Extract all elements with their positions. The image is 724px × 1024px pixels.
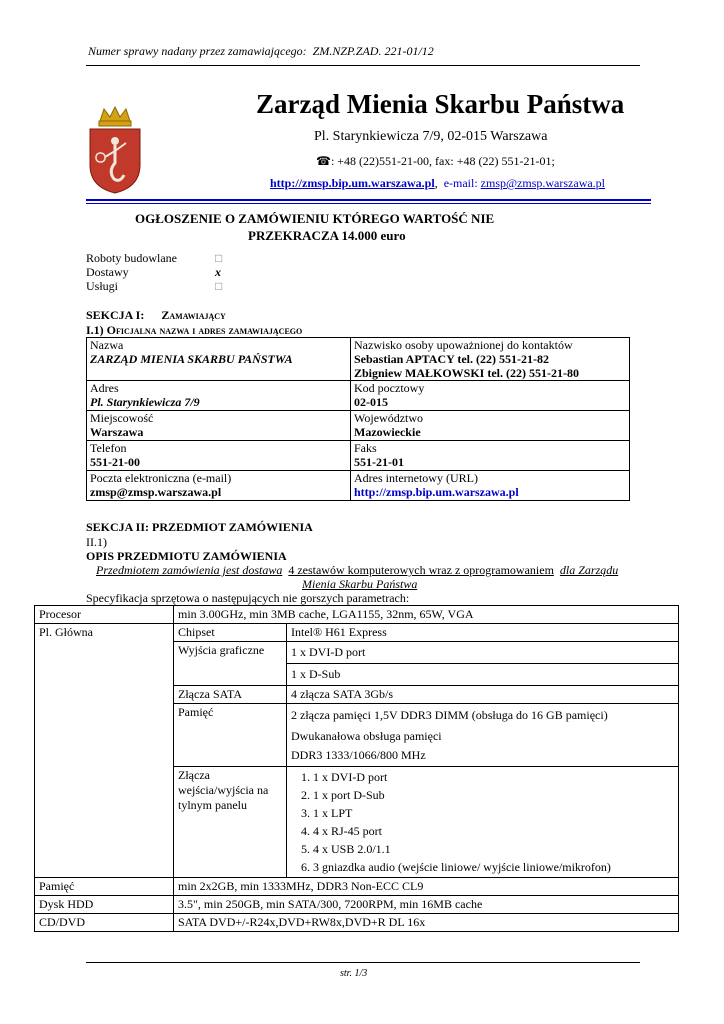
table-cell: Adres internetowy (URL) http://zmsp.bip.um.warszawa.pl [351,471,630,501]
table-row [35,878,679,896]
org-rule-1 [86,199,651,201]
spec-sublabel: Złącza wejścia/wyjścia na tylnym panelu [174,767,287,878]
table-row [35,624,679,642]
checked-mark-icon[interactable]: x [215,265,221,279]
table-cell: Nazwa ZARZĄD MIENIA SKARBU PAŃSTWA [87,338,351,381]
email-link[interactable]: zmsp@zmsp.warszawa.pl [480,176,606,190]
spec-sublabel: Pamięć [174,704,287,767]
table-row [35,896,679,914]
header-rule [86,65,640,66]
page-number: str. 1/3 [340,968,368,979]
spec-label: Pl. Główna [35,624,174,878]
spec-sublabel: Złącza SATA [174,686,287,704]
list-item: 5. 4 x USB 2.0/1.1 [301,842,391,856]
order-description: Przedmiotem zamówienia jest dostawa 4 zestawów komputerowych wraz z oprogramowaniem dla Zarządu [96,563,619,577]
org-contact-links: http://zmsp.bip.um.warszawa.pl, e-mail: zmsp@zmsp.warszawa.pl [270,176,606,190]
spec-value: Intel® H61 Express [287,624,679,642]
table-cell: Telefon 551-21-00 [87,441,351,471]
spec-value: SATA DVD+/-R24x,DVD+RW8x,DVD+R DL 16x [174,914,679,932]
section1-heading: SEKCJA I: Zamawiający [86,308,226,322]
order-description-2: Mienia Skarbu Państwa [302,577,418,591]
order-type-services: Usługi □ [86,279,223,293]
url-link[interactable]: http://zmsp.bip.um.warszawa.pl [354,485,519,499]
io-port-list [287,767,679,878]
notice-title-2: PRZEKRACZA 14.000 euro [248,228,406,243]
table-row [87,381,630,411]
org-address: Pl. Starynkiewicza 7/9, 02-015 Warszawa [314,129,548,144]
table-cell: Nazwisko osoby upoważnionej do kontaktów Sebastian APTACY tel. (22) 551-21-82 Zbigniew MAŁKOWSKI tel. (22) 551-21-80 [351,338,630,381]
section2-heading: SEKCJA II: PRZEDMIOT ZAMÓWIENIA [86,520,313,534]
section2-subtitle: OPIS PRZEDMIOTU ZAMÓWIENIA [86,549,287,563]
checkbox-icon[interactable]: □ [215,279,223,293]
list-item: 1. 1 x DVI-D port [301,770,388,784]
phone-icon: ☎ [316,154,331,168]
table-row [35,606,679,624]
order-type-list [86,251,286,293]
org-rule-2 [86,203,651,204]
spec-label: Procesor [35,606,174,624]
order-type-supply: Dostawy x [86,265,221,279]
website-link[interactable]: http://zmsp.bip.um.warszawa.pl [270,176,435,190]
spec-label: CD/DVD [35,914,174,932]
org-phone: ☎: +48 (22)551-21-00, fax: +48 (22) 551-21-01; [316,154,555,168]
checkbox-icon[interactable]: □ [215,251,223,265]
spec-value: min 3.00GHz, min 3MB cache, LGA1155, 32nm, 65W, VGA [174,606,679,624]
table-cell: Miejscowość Warszawa [87,411,351,441]
spec-value: 4 złącza SATA 3Gb/s [287,686,679,704]
org-name: Zarząd Mienia Skarbu Państwa [256,89,625,119]
spec-value: 1 x DVI-D port 1 x D-Sub [287,642,679,686]
spec-intro: Specyfikacja sprzętowa o następujących nie gorszych parametrach: [86,591,410,605]
spec-table [34,605,679,932]
table-cell: Poczta elektroniczna (e-mail) zmsp@zmsp.warszawa.pl [87,471,351,501]
footer-rule [86,962,640,963]
table-cell: Adres Pl. Starynkiewicza 7/9 [87,381,351,411]
spec-value: min 2x2GB, min 1333MHz, DDR3 Non-ECC CL9 [174,878,679,896]
spec-value: 2 złącza pamięci 1,5V DDR3 DIMM (obsługa do 16 GB pamięci) Dwukanałowa obsługa pamięci DDR3 1333/1066/800 MHz [287,704,679,767]
list-item: 6. 3 gniazdka audio (wejście liniowe/ wyjście liniowe/mikrofon) [301,860,611,874]
spec-sublabel: Chipset [174,624,287,642]
order-type-construction: Roboty budowlane □ [86,251,223,265]
table-row [87,441,630,471]
table-row [87,338,630,381]
table-cell: Województwo Mazowieckie [351,411,630,441]
table-cell: Kod pocztowy 02-015 [351,381,630,411]
section2-subnum: II.1) [86,535,107,549]
case-number-line: Numer sprawy nadany przez zamawiającego: ZM.NZP.ZAD. 221-01/12 [88,44,434,58]
spec-sublabel: Wyjścia graficzne [174,642,287,686]
section1-subheading: I.1) Oficjalna nazwa i adres zamawiającego [86,323,303,337]
spec-label: Dysk HDD [35,896,174,914]
spec-label: Pamięć [35,878,174,896]
table-row [35,914,679,932]
list-item: 4. 4 x RJ-45 port [301,824,382,838]
table-cell: Faks 551-21-01 [351,441,630,471]
spec-value: 3.5", min 250GB, min SATA/300, 7200RPM, min 16MB cache [174,896,679,914]
list-item: 2. 1 x port D-Sub [301,788,385,802]
notice-title-1: OGŁOSZENIE O ZAMÓWIENIU KTÓREGO WARTOŚĆ NIE [135,211,495,226]
contracting-authority-table [86,337,630,501]
list-item: 3. 1 x LPT [301,806,353,820]
table-row [87,411,630,441]
warsaw-crest-icon [86,105,144,195]
email-label: e-mail: [443,176,478,190]
table-row [87,471,630,501]
